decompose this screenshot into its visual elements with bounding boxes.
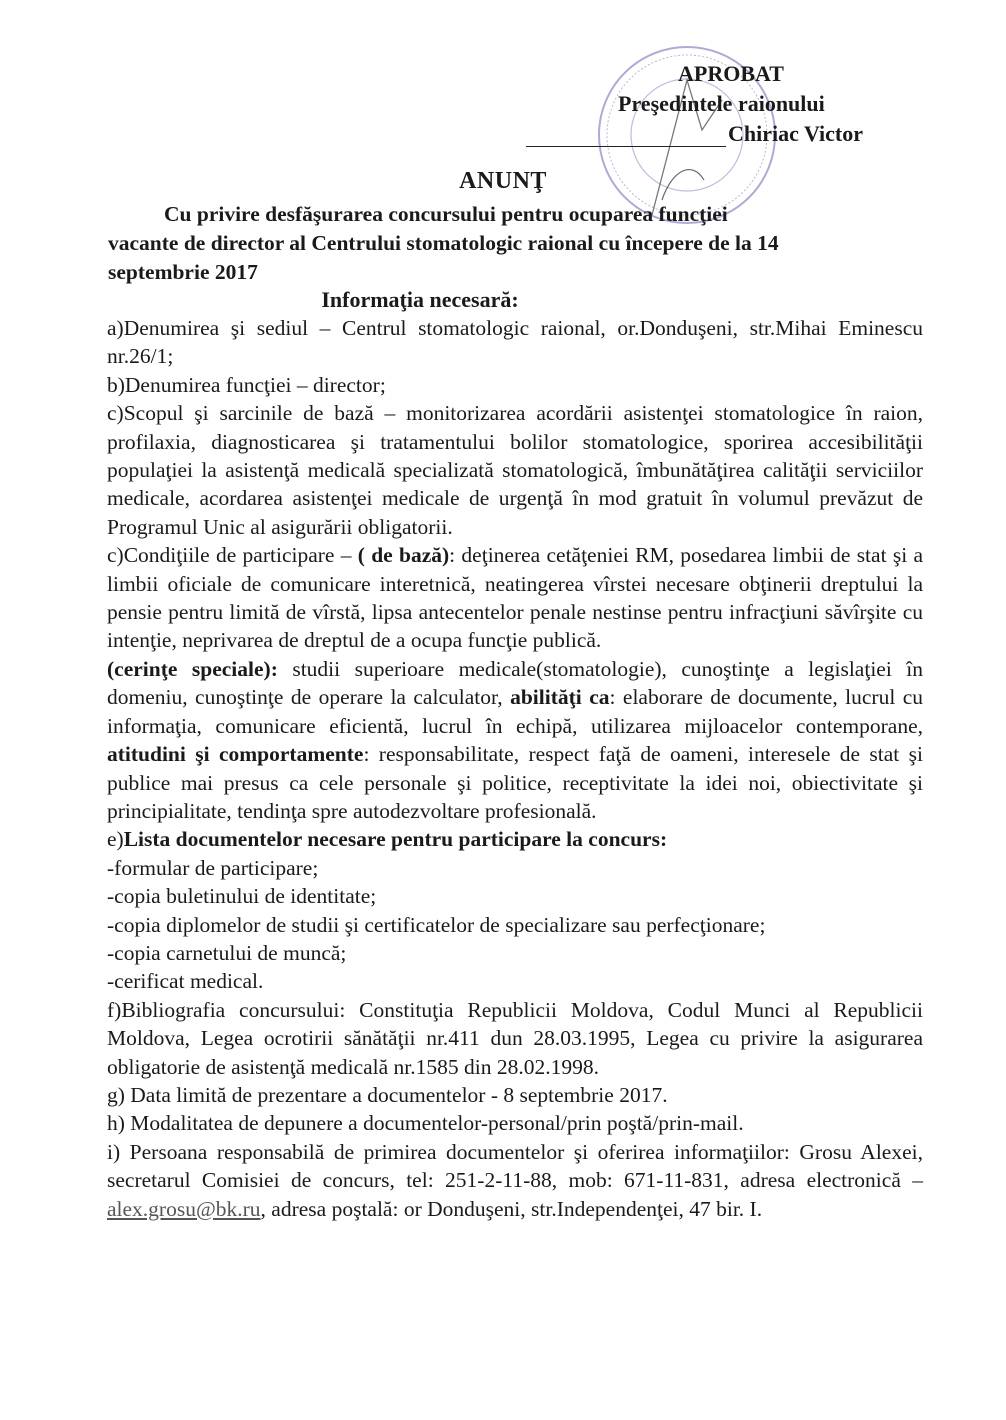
document-body [107, 314, 923, 1223]
section-i-contact [107, 1138, 923, 1223]
approval-label: APROBAT [678, 61, 784, 86]
section-e-heading [107, 825, 923, 853]
email-link[interactable]: alex.grosu@bk.ru [107, 1196, 261, 1221]
special-text-3: : responsabilitate, respect faţă de oameni, interesele de stat şi publice mai presus ca cele personale şi politice, receptivitate la idei noi, obiectivitate şi principialitate, tendinţa spre autodezvoltare profesională. [107, 742, 923, 823]
documents-list-heading: Lista documentelor necesare pentru participare la concurs: [123, 827, 668, 852]
section-b: b)Denumirea funcţiei – director; [107, 372, 386, 397]
contact-text: i) Persoana responsabilă de primirea documentelor şi oferirea informaţiilor: Grosu Alexei, secretarul Comisiei de concurs, tel: 251-2-11-88, mob: 671-11-831, adresa electronică – [107, 1139, 923, 1193]
signature-line [526, 146, 726, 147]
section-special-requirements [107, 655, 923, 825]
conditions-basic-label: ( de bază) [357, 543, 450, 568]
document-list-item: -formular de participare; [107, 855, 319, 880]
section-c-conditions [107, 541, 923, 655]
special-text-2: : elaborare de documente, lucrul cu informaţia, comunicare eficientă, lucrul în echipă, utilizarea mijloacelor contemporane, [107, 685, 924, 738]
special-requirements-label: (cerinţe speciale): [107, 656, 278, 681]
document-list-item: -copia carnetului de muncă; [107, 940, 347, 965]
attitudes-label: atitudini şi comportamente [107, 742, 364, 767]
special-text-1: studii superioare medicale(stomatologie), cunoştinţe a legislaţiei în domeniu, cunoştinţe de operare la calculator, [107, 656, 924, 710]
skills-label: abilităţi ca [510, 685, 610, 710]
approver-position: Preşedintele raionului [618, 91, 825, 116]
section-a: a)Denumirea şi sediul – Centrul stomatologic raional, or.Donduşeni, str.Mihai Eminescu nr.26/1; [107, 316, 923, 369]
section-c-scope: c)Scopul şi sarcinile de bază – monitorizarea acordării asistenţei stomatologice în raion, profilaxia, diagnosticarea şi tratamentului bolilor stomatologice, sporirea accesibilităţii populaţiei la asistenţă medicală specializată stomatologică, îmbunătăţirea calităţii serviciilor medicale, acordarea asistenţei medicale de urgenţă în mod gratuit în volumul prevăzut de Programul Unic al asigurării obligatorii. [107, 401, 923, 539]
info-heading: Informaţia necesară: [321, 287, 519, 312]
conditions-text: : deţinerea cetăţeniei RM, posedarea limbii de stat şi a limbii oficiale de comunicare interetnică, neatingerea vîrstei necesare obţinerii dreptului la pensie pentru limită de vîrstă, lipsa antecentelor penale nestinse pentru infracţiuni săvîrşite cu intenţie, neprivarea de dreptul de a ocupa funcţie publică. [107, 543, 923, 653]
e-prefix: e) [107, 827, 124, 852]
document-list-item: -cerificat medical. [107, 969, 264, 994]
section-g-deadline: g) Data limită de prezentare a documentelor - 8 septembrie 2017. [107, 1082, 668, 1107]
document-list-item: -copia buletinului de identitate; [107, 884, 377, 909]
document-title: ANUNŢ [459, 168, 547, 194]
subtitle-line-3: septembrie 2017 [108, 260, 258, 284]
subtitle-line-2: vacante de director al Centrului stomatologic raional cu începere de la 14 [108, 231, 779, 255]
subtitle-line-1: Cu privire desfăşurarea concursului pentru ocuparea funcţiei [164, 202, 728, 226]
section-h-submission: h) Modalitatea de depunere a documentelor-personal/prin poştă/prin-mail. [107, 1111, 744, 1136]
document-list-item: -copia diplomelor de studii şi certificatelor de specializare sau perfecţionare; [107, 912, 766, 937]
contact-address: , adresa poştală: or Donduşeni, str.Independenţei, 47 bir. I. [260, 1196, 763, 1221]
section-f-bibliography: f)Bibliografia concursului: Constituţia Republicii Moldova, Codul Munci al Republicii Moldova, Legea ocrotirii sănătăţii nr.411 dun 28.03.1995, Legea cu privire la asigurarea obligatorie de asistenţă medicală nr.1585 din 28.02.1998. [107, 997, 923, 1079]
document-subtitle [108, 200, 926, 287]
conditions-prefix: c)Condiţiile de participare – [107, 543, 358, 568]
approver-name: Chiriac Victor [728, 121, 864, 146]
